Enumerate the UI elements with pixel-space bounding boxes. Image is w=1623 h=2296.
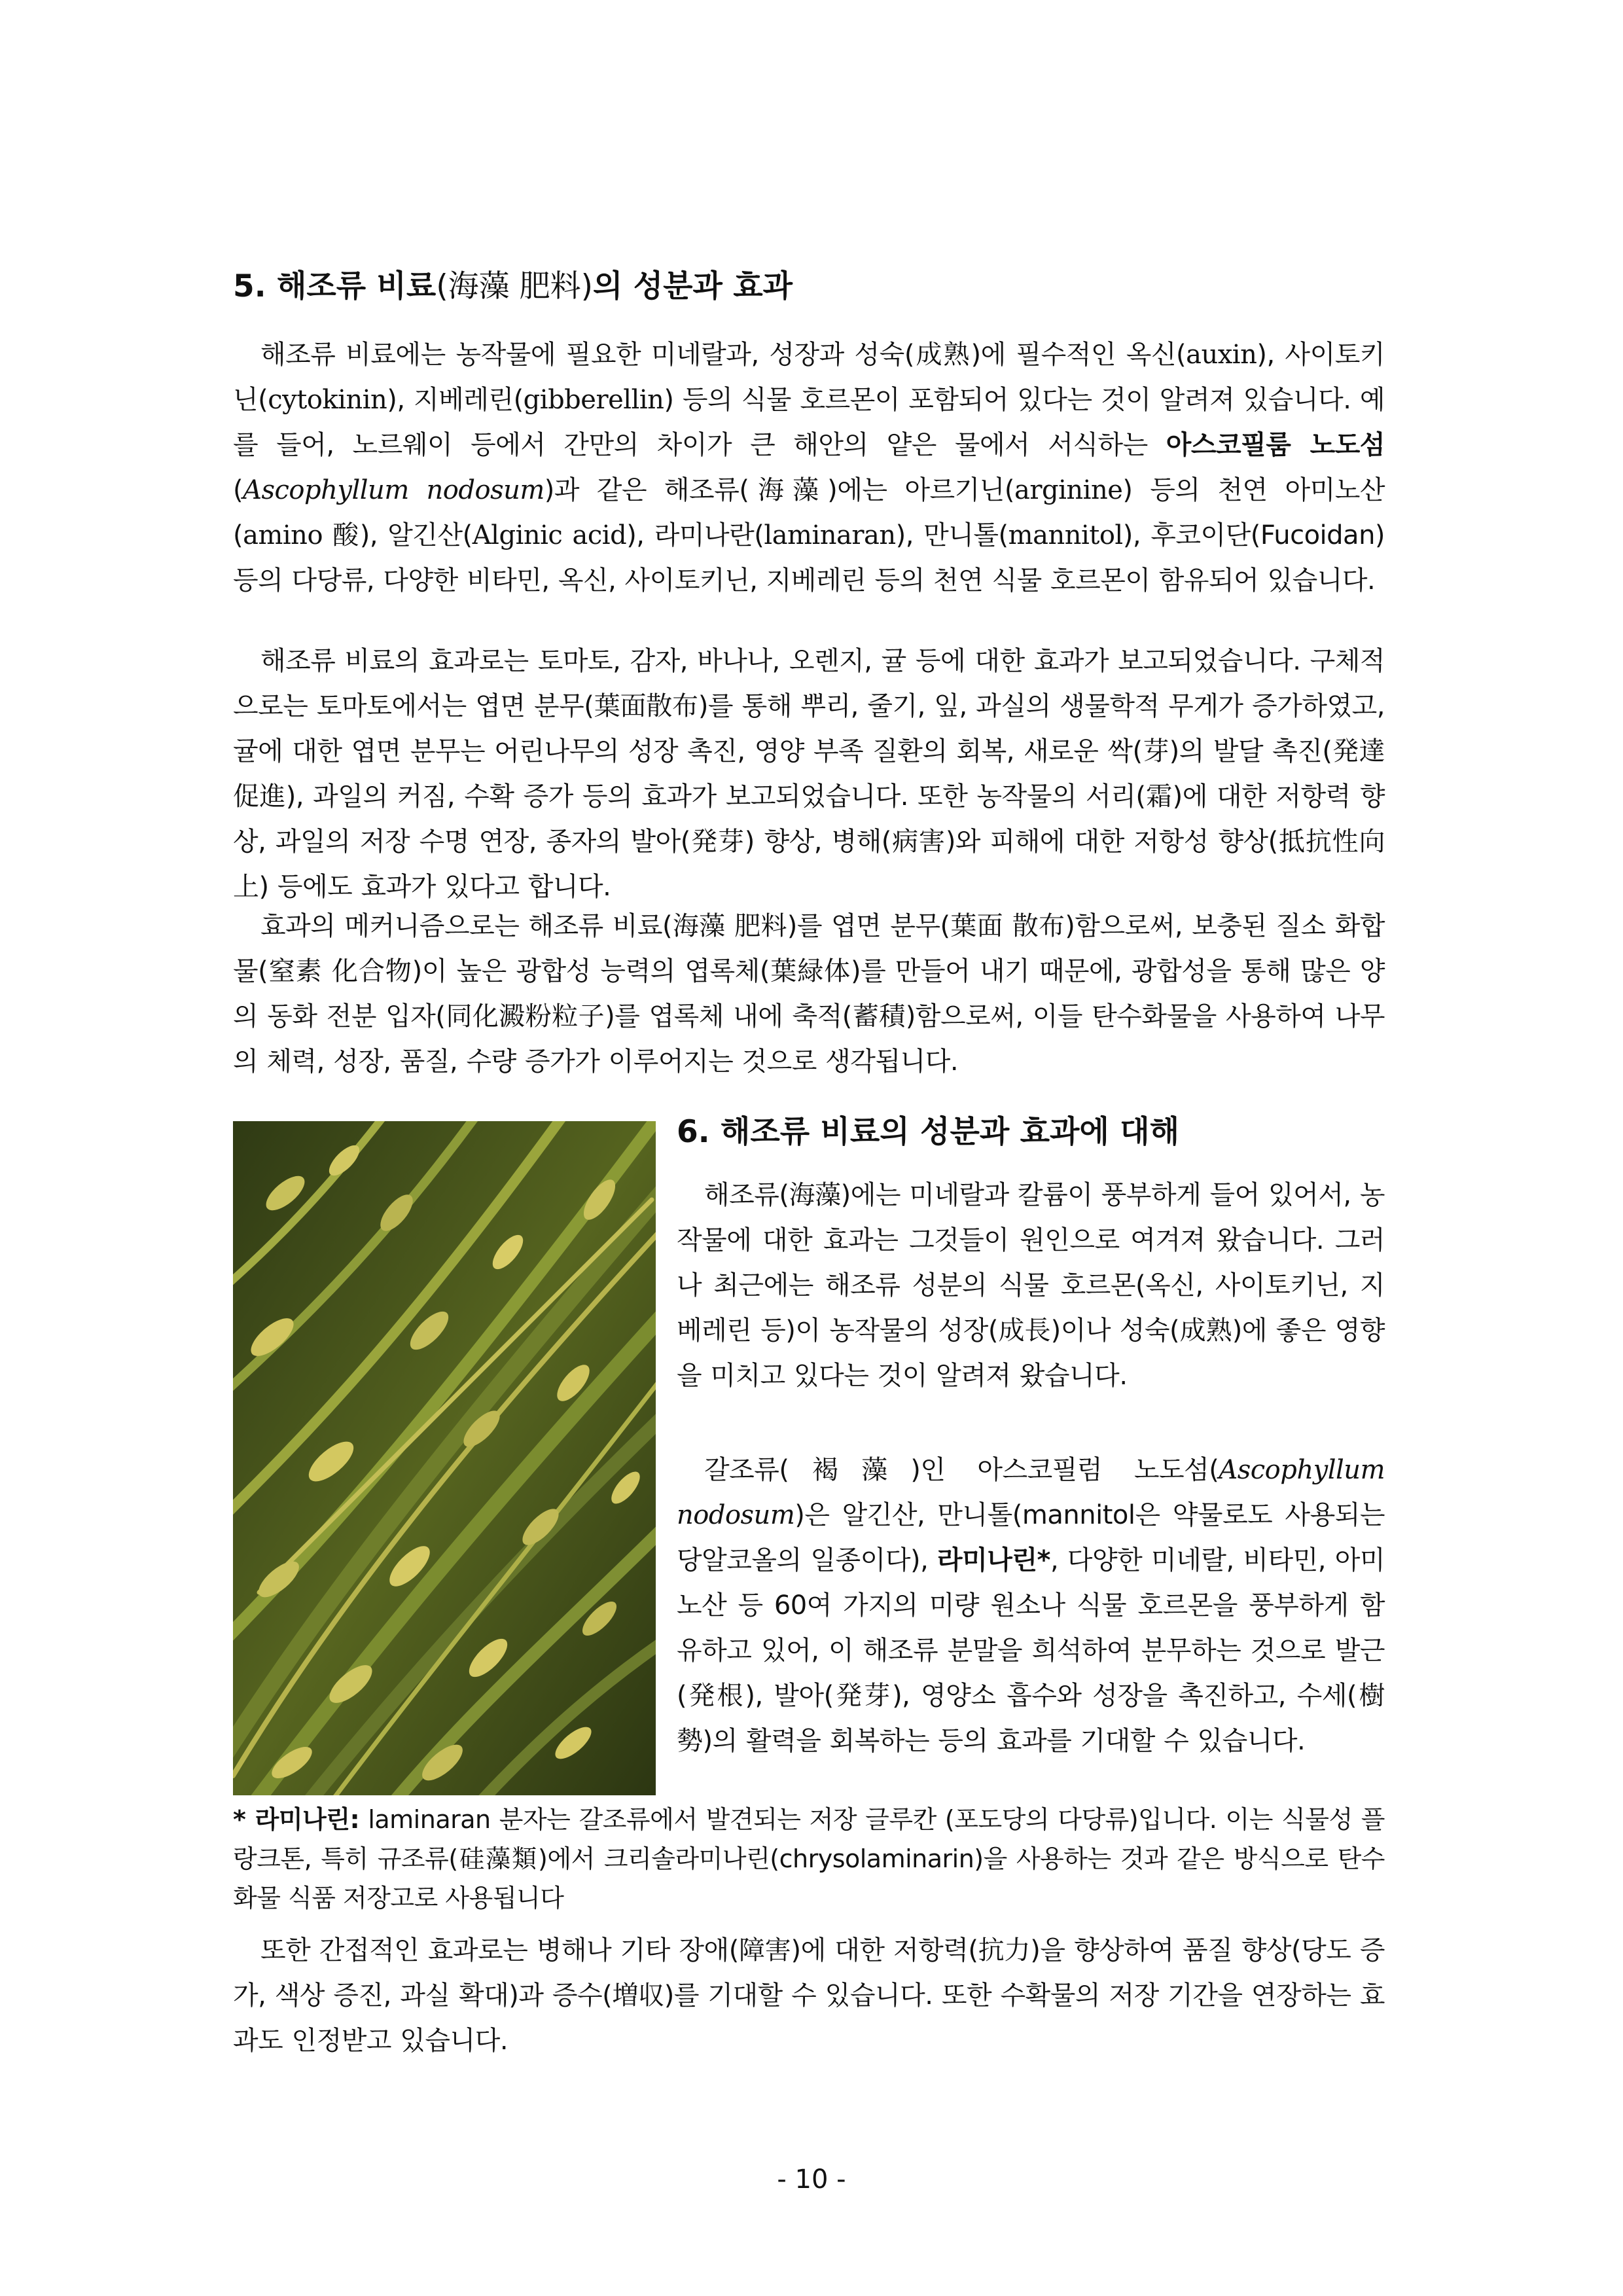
term-arginine: arginine [1014, 475, 1123, 505]
page-number: - 10 - [777, 2164, 846, 2195]
term-mannitol: mannitol [1008, 520, 1123, 550]
seaweed-illustration [233, 1121, 656, 1795]
bold-term-laminarin: 라미나린* [937, 1545, 1050, 1575]
section-5-number: 5. [233, 268, 266, 304]
section-5-heading [233, 267, 793, 306]
seaweed-photo [233, 1121, 656, 1795]
text-run: ) 등의 천연 아미노산( [233, 475, 1385, 550]
footnote-laminarin [233, 1800, 1385, 1918]
text-run: 酸), 알긴산( [323, 520, 473, 550]
term-cytokinin: cytokinin [268, 385, 387, 415]
text-run: )과 같은 해조류(海藻)에는 아르기닌( [544, 475, 1015, 505]
term-laminaran: laminaran [764, 520, 896, 550]
section-5-title-hanja: (海藻 肥料) [436, 268, 593, 304]
text-run: , 다양한 미네랄, 비타민, 아미노산 등 60여 가지의 미량 원소나 식물 호르몬을 풍부하게 함유하고 있어, 이 해조류 분말을 희석하여 분무하는 것으로 발근(発根), 발아(発芽), 영양소 흡수와 성장을 촉진하고, 수세(樹勢)의 활력을 회복하는 등의 효과를 기대할 수 있습니다. [677, 1545, 1385, 1756]
footnote-text: laminaran 분자는 갈조류에서 발견되는 저장 글루칸 (포도당의 다당류)입니다. 이는 식물성 플랑크톤, 특히 규조류(硅藻類)에서 크리솔라미나린(chrysolaminarin)을 사용하는 것과 같은 방식으로 탄수화물 식품 저장고로 사용됩니다 [233, 1805, 1385, 1912]
text-run: )은 알긴산, 만니톨(mannitol은 약물로도 사용되는 당알코올의 일종이다), [677, 1500, 1385, 1575]
section-5-title-end: 의 성분과 효과 [592, 268, 793, 304]
section-5-paragraph-3: 효과의 메커니즘으로는 해조류 비료(海藻 肥料)를 엽면 분무(葉面 散布)함으로써, 보충된 질소 화합물(窒素 化合物)이 높은 광합성 능력의 엽록체(葉緑体)를 만들어 내기 때문에, 광합성을 통해 많은 양의 동화 전분 입자(同化澱粉粒子)를 엽록체 내에 축적(蓄積)함으로써, 이들 탄수화물을 사용하여 나무의 체력, 성장, 품질, 수량 증가가 이루어지는 것으로 생각됩니다. [233, 911, 1385, 1077]
section-5-paragraph-2: 해조류 비료의 효과로는 토마토, 감자, 바나나, 오렌지, 귤 등에 대한 효과가 보고되었습니다. 구체적으로는 토마토에서는 엽면 분무(葉面散布)를 통해 뿌리, 줄기, 잎, 과실의 생물학적 무게가 증가하였고, 귤에 대한 엽면 분무는 어린나무의 성장 촉진, 영양 부족 질환의 회복, 새로운 싹(芽)의 발달 촉진(発達 促進), 과일의 커짐, 수확 증가 등의 효과가 보고되었습니다. 또한 농작물의 서리(霜)에 대한 저항력 향상, 과일의 저장 수명 연장, 종자의 발아(発芽) 향상, 병해(病害)와 피해에 대한 저항성 향상(抵抗性向上) 등에도 효과가 있다고 합니다. [233, 646, 1385, 902]
footnote-label: * 라미나린: [233, 1805, 360, 1834]
text-run: 갈조류(褐藻)인 아스코필럼 노도섬( [704, 1455, 1219, 1485]
term-alginic-acid: Alginic acid [472, 520, 627, 550]
text-run: ), 만니톨( [895, 520, 1008, 550]
scientific-name: Ascophyllum nodosum [243, 475, 544, 505]
section-6-heading: 6. 해조류 비료의 성분과 효과에 대해 [677, 1114, 1179, 1150]
term-gibberellin: gibberellin [523, 385, 664, 415]
scientific-name: Ascophyllum nodosum [677, 1455, 1385, 1530]
text-run: ), 사이토키닌( [233, 340, 1385, 415]
section-6-paragraph-1: 해조류(海藻)에는 미네랄과 칼륨이 풍부하게 들어 있어서, 농작물에 대한 효과는 그것들이 원인으로 여겨져 왔습니다. 그러나 최근에는 해조류 성분의 식물 호르몬(옥신, 사이토키닌, 지베레린 등)이 농작물의 성장(成長)이나 성숙(成熟)에 좋은 영향을 미치고 있다는 것이 알려져 왔습니다. [677, 1180, 1385, 1391]
text-run: ), 라미나란( [626, 520, 764, 550]
text-run: ), 지베레린( [387, 385, 524, 415]
text-run: ), 후코이단(Fucoidan) 등의 다당류, 다양한 비타민, 옥신, 사이토키닌, 지베레린 등의 천연 식물 호르몬이 함유되어 있습니다. [233, 520, 1385, 596]
section-5-title-start: 해조류 비료 [276, 268, 437, 304]
text-run: 해조류 비료에는 농작물에 필요한 미네랄과, 성장과 성숙(成熟)에 필수적인 옥신( [260, 340, 1186, 370]
section-6-paragraph-2 [677, 1448, 1385, 1764]
closing-paragraph: 또한 간접적인 효과로는 병해나 기타 장애(障害)에 대한 저항력(抗力)을 향상하여 품질 향상(당도 증가, 색상 증진, 과실 확대)과 증수(増収)를 기대할 수 있습니다. 또한 수확물의 저장 기간을 연장하는 효과도 인정받고 있습니다. [233, 1935, 1385, 2056]
section-5-paragraph-1 [233, 332, 1385, 603]
bold-term-ascophyllum: 아스코필룸 노도섬 [1166, 430, 1385, 460]
term-amino: amino [243, 520, 323, 550]
text-run: ( [233, 475, 243, 505]
text-run: ) 등의 식물 호르몬이 포함되어 있다는 것이 알려져 있습니다. 예를 들어, 노르웨이 등에서 간만의 차이가 큰 해안의 얕은 물에서 서식하는 [233, 385, 1385, 460]
term-auxin: auxin [1186, 340, 1257, 370]
